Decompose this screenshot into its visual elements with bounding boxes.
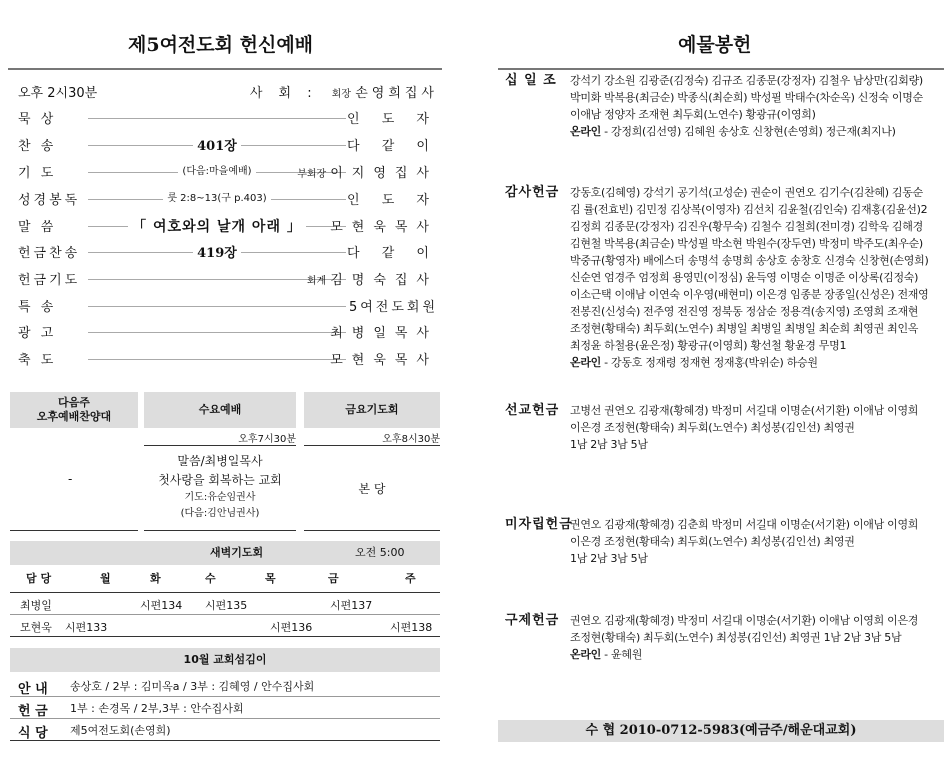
dotted-line	[88, 306, 346, 307]
offering-value: 1부 : 손경목 / 2부,3부 : 안수집사회	[70, 702, 244, 715]
leader-name: 이지영집사	[330, 166, 438, 181]
dawn-header	[10, 541, 440, 565]
presider	[250, 82, 438, 101]
offering-names	[570, 72, 942, 140]
wednesday-sermon: 말씀/최병일목사	[177, 454, 263, 468]
divider	[304, 530, 440, 531]
service-offering	[10, 700, 440, 718]
dawn-reading: 시편133	[65, 621, 108, 634]
offering-names-text: 권연오 김광재(황혜경) 박정미 서길대 이명순(서기환) 이애남 이영희 이은경 조정현(황태숙) 최두회(노연수) 최성봉(김인선) 최영권 1남 2남 3남 5남	[570, 614, 919, 644]
presider-role: 회장	[331, 89, 352, 100]
dawn-day-header: 금	[328, 572, 339, 585]
order-detail-text: (다음:마을예배)	[178, 166, 255, 177]
guide-value: 송상호 / 2부 : 김미옥a / 3부 : 김혜영 / 안수집사회	[70, 680, 315, 693]
order-item: 말 씀	[18, 220, 57, 235]
order-detail-text: 「 여호와의 날개 아래 」	[128, 219, 306, 235]
order-row	[18, 296, 438, 318]
service-guide	[10, 678, 440, 696]
dawn-reading: 시편138	[390, 621, 433, 634]
wednesday-subject: 첫사랑을 회복하는 교회	[158, 473, 282, 487]
offering-names	[570, 516, 942, 567]
dawn-day-header: 수	[205, 572, 216, 585]
order-row	[18, 162, 438, 184]
presider-label: 사 회 :	[249, 86, 318, 101]
order-detail	[88, 135, 346, 154]
order-row	[18, 135, 438, 157]
order-detail	[88, 242, 346, 261]
worship-title: 제5여전도회 헌신예배	[128, 34, 314, 56]
choir-title: 다음주 오후예배찬양대	[10, 392, 138, 428]
leader-name: 모현욱목사	[330, 353, 438, 368]
dawn-reading: 시편136	[270, 621, 313, 634]
offerings-title: 예물봉헌	[678, 34, 752, 56]
leader-name: 다 같 이	[347, 139, 438, 154]
dawn-row-1	[10, 597, 440, 615]
order-item: 광 고	[18, 326, 57, 341]
dawn-day-header: 목	[265, 572, 276, 585]
leader-name: 인 도 자	[347, 193, 438, 208]
dawn-reading: 시편134	[140, 599, 183, 612]
left-column	[8, 0, 442, 772]
offering-names	[570, 402, 942, 453]
dawn-row-2	[10, 619, 440, 637]
friday-title: 금요기도회	[304, 392, 440, 428]
online-names: - 윤혜원	[600, 648, 643, 661]
order-detail-text: 룻 2:8~13(구 p.403)	[163, 193, 270, 204]
order-leader	[330, 216, 438, 235]
online-label: 온라인	[570, 125, 601, 138]
order-row	[18, 269, 438, 291]
offering-label: 구제헌금	[505, 613, 560, 628]
order-detail-text: 419장	[193, 246, 241, 261]
order-row	[18, 242, 438, 264]
order-detail-text: 401장	[193, 139, 241, 154]
order-row	[18, 189, 438, 211]
order-item: 헌금기도	[18, 273, 81, 288]
service-title: 10월 교회섬김이	[10, 648, 440, 672]
order-leader	[297, 162, 438, 181]
order-item: 헌금찬송	[18, 246, 81, 261]
service-time: 오후 2시30분	[18, 86, 98, 101]
right-column	[498, 0, 944, 772]
dawn-day-header: 월	[100, 572, 111, 585]
divider	[144, 530, 296, 531]
dotted-line	[88, 359, 346, 360]
divider	[10, 614, 440, 615]
friday-value: 본 당	[358, 482, 386, 496]
dawn-time: 오전 5:00	[355, 546, 405, 559]
wednesday-body	[144, 452, 296, 522]
order-header	[18, 82, 438, 104]
divider	[144, 445, 296, 446]
order-leader	[347, 135, 438, 154]
online-names: - 강동호 정재령 정재현 정재홍(박위순) 하승원	[600, 356, 818, 369]
leader-name: 김명숙집사	[330, 273, 438, 288]
wednesday-next: (다음:김안님권사)	[180, 508, 260, 519]
divider	[10, 530, 138, 531]
order-leader	[330, 322, 438, 341]
dawn-reading: 시편137	[330, 599, 373, 612]
order-row	[18, 349, 438, 371]
divider	[10, 740, 440, 741]
leader-role: 부회장	[297, 169, 327, 180]
wednesday-time: 오후7시30분	[238, 434, 296, 445]
offering-label: 십 일 조	[505, 73, 557, 88]
offering-names	[570, 612, 942, 663]
divider	[8, 68, 442, 70]
dawn-title: 새벽기도회	[210, 546, 264, 559]
wednesday-prayer: 기도:유순임권사	[184, 492, 256, 503]
offering-names-text: 권연오 김광재(황혜경) 김춘희 박정미 서길대 이명순(서기환) 이애남 이영희 이은경 조정현(황태숙) 최두회(노연수) 최성봉(김인선) 최영권 1남 2남 3남 5남	[570, 518, 919, 565]
wednesday-title: 수요예배	[144, 392, 296, 428]
leader-name: 모현욱목사	[330, 220, 438, 235]
dawn-day-header: 화	[150, 572, 161, 585]
offering-names	[570, 184, 942, 371]
order-item: 기 도	[18, 166, 57, 181]
offering-label: 선교헌금	[505, 403, 560, 418]
order-row	[18, 216, 438, 238]
dawn-leader: 최병일	[20, 599, 52, 612]
order-leader	[330, 349, 438, 368]
leader-name: 최병일목사	[330, 326, 438, 341]
dawn-day-header: 주	[405, 572, 416, 585]
offering-label: 헌 금	[18, 704, 48, 719]
order-item: 묵 상	[18, 112, 57, 127]
divider	[10, 592, 440, 593]
dawn-days	[10, 570, 440, 590]
offering-names-text: 고병선 권연오 김광재(황혜경) 박정미 서길대 이명순(서기환) 이애남 이영희 이은경 조정현(황태숙) 최두회(노연수) 최성봉(김인선) 최영권 1남 2남 3남 5남	[570, 404, 919, 451]
leader-name: 다 같 이	[347, 246, 438, 261]
order-leader	[347, 242, 438, 261]
leader-name: 인 도 자	[347, 112, 438, 127]
account-bar: 수 협 2010-0712-5983(예금주/해운대교회)	[498, 720, 944, 742]
order-row	[18, 322, 438, 344]
service-meal	[10, 722, 440, 740]
dawn-leader: 모현욱	[20, 621, 52, 634]
order-detail	[88, 189, 346, 205]
order-leader	[347, 108, 438, 127]
dotted-line	[88, 332, 346, 333]
offering-names-text: 강동호(김혜영) 강석기 공기석(고성순) 권순이 권연오 김기수(김찬혜) 김동순 김 률(전효빈) 김민정 김상복(이영자) 김선치 김윤철(김인숙) 김재홍(김윤선)2 김정희 김종문(강정자) 김진우(황무숙) 김철수 김철희(전미경) 김학욱 김해경 김현철 박복용(최금순) 박성필 박소현 박원수(장두연) 박정미 박주도(최우순) 박중규(황영자) 배에스더 송명석 송명희 송상호 송창호 신경숙 신창현(손영희) 신순연 엄경주 엄정희 용영민(이정심) 윤득영 이명순 이명준 이상록(김정숙) 이소근택 이애남 이연숙 이우영(배현미) 이은경 임종분 장종일(신성은) 전재영 전봉진(신성숙) 전주영 전진영 정북동 정삼순 정용격(송지영) 조영희 조재현 조정현(황태숙) 최두회(노연수) 최병일 최병일 최병일 최순희 최영권 최인옥 최정윤 하철용(윤은정) 황광규(이영희) 황선철 황윤경 무명1	[570, 186, 929, 352]
divider	[498, 68, 944, 70]
leader-role: 회계	[306, 276, 327, 287]
order-item: 찬 송	[18, 139, 57, 154]
order-item: 성경봉독	[18, 193, 81, 208]
guide-label: 안 내	[18, 682, 48, 697]
offering-names-text: 강석기 강소원 김광준(김정숙) 김규조 김종문(강정자) 김철우 남상만(김회량) 박미화 박복용(최금순) 박종식(최순희) 박성필 박태수(차순옥) 신정숙 이명순 이애남 정양자 조재현 최두회(노연수) 황광규(이영희)	[570, 74, 923, 121]
order-detail	[88, 216, 346, 236]
order-item: 축 도	[18, 353, 57, 368]
online-label: 온라인	[570, 356, 601, 369]
divider	[10, 718, 440, 719]
order-row	[18, 108, 438, 130]
online-names: - 강정희(김선영) 김혜원 송상호 신창현(손영희) 정근재(최지나)	[600, 125, 896, 138]
offering-label: 감사헌금	[505, 185, 560, 200]
divider	[10, 636, 440, 637]
online-label: 온라인	[570, 648, 601, 661]
dotted-line	[88, 118, 346, 119]
dawn-day-header: 담 당	[26, 572, 52, 585]
choir-value: -	[68, 472, 73, 486]
dawn-reading: 시편135	[205, 599, 248, 612]
presider-name: 손영희집사	[355, 86, 438, 101]
divider	[304, 445, 440, 446]
order-leader	[349, 296, 438, 315]
order-item: 특 송	[18, 300, 57, 315]
meal-label: 식 당	[18, 726, 48, 741]
divider	[10, 696, 440, 697]
offering-label: 미자립헌금	[505, 517, 573, 532]
friday-time: 오후8시30분	[382, 434, 440, 445]
order-leader	[307, 269, 438, 288]
meal-value: 제5여전도회(손영희)	[70, 724, 171, 737]
leader-name: 5여전도회원	[348, 300, 438, 315]
order-leader	[347, 189, 438, 208]
